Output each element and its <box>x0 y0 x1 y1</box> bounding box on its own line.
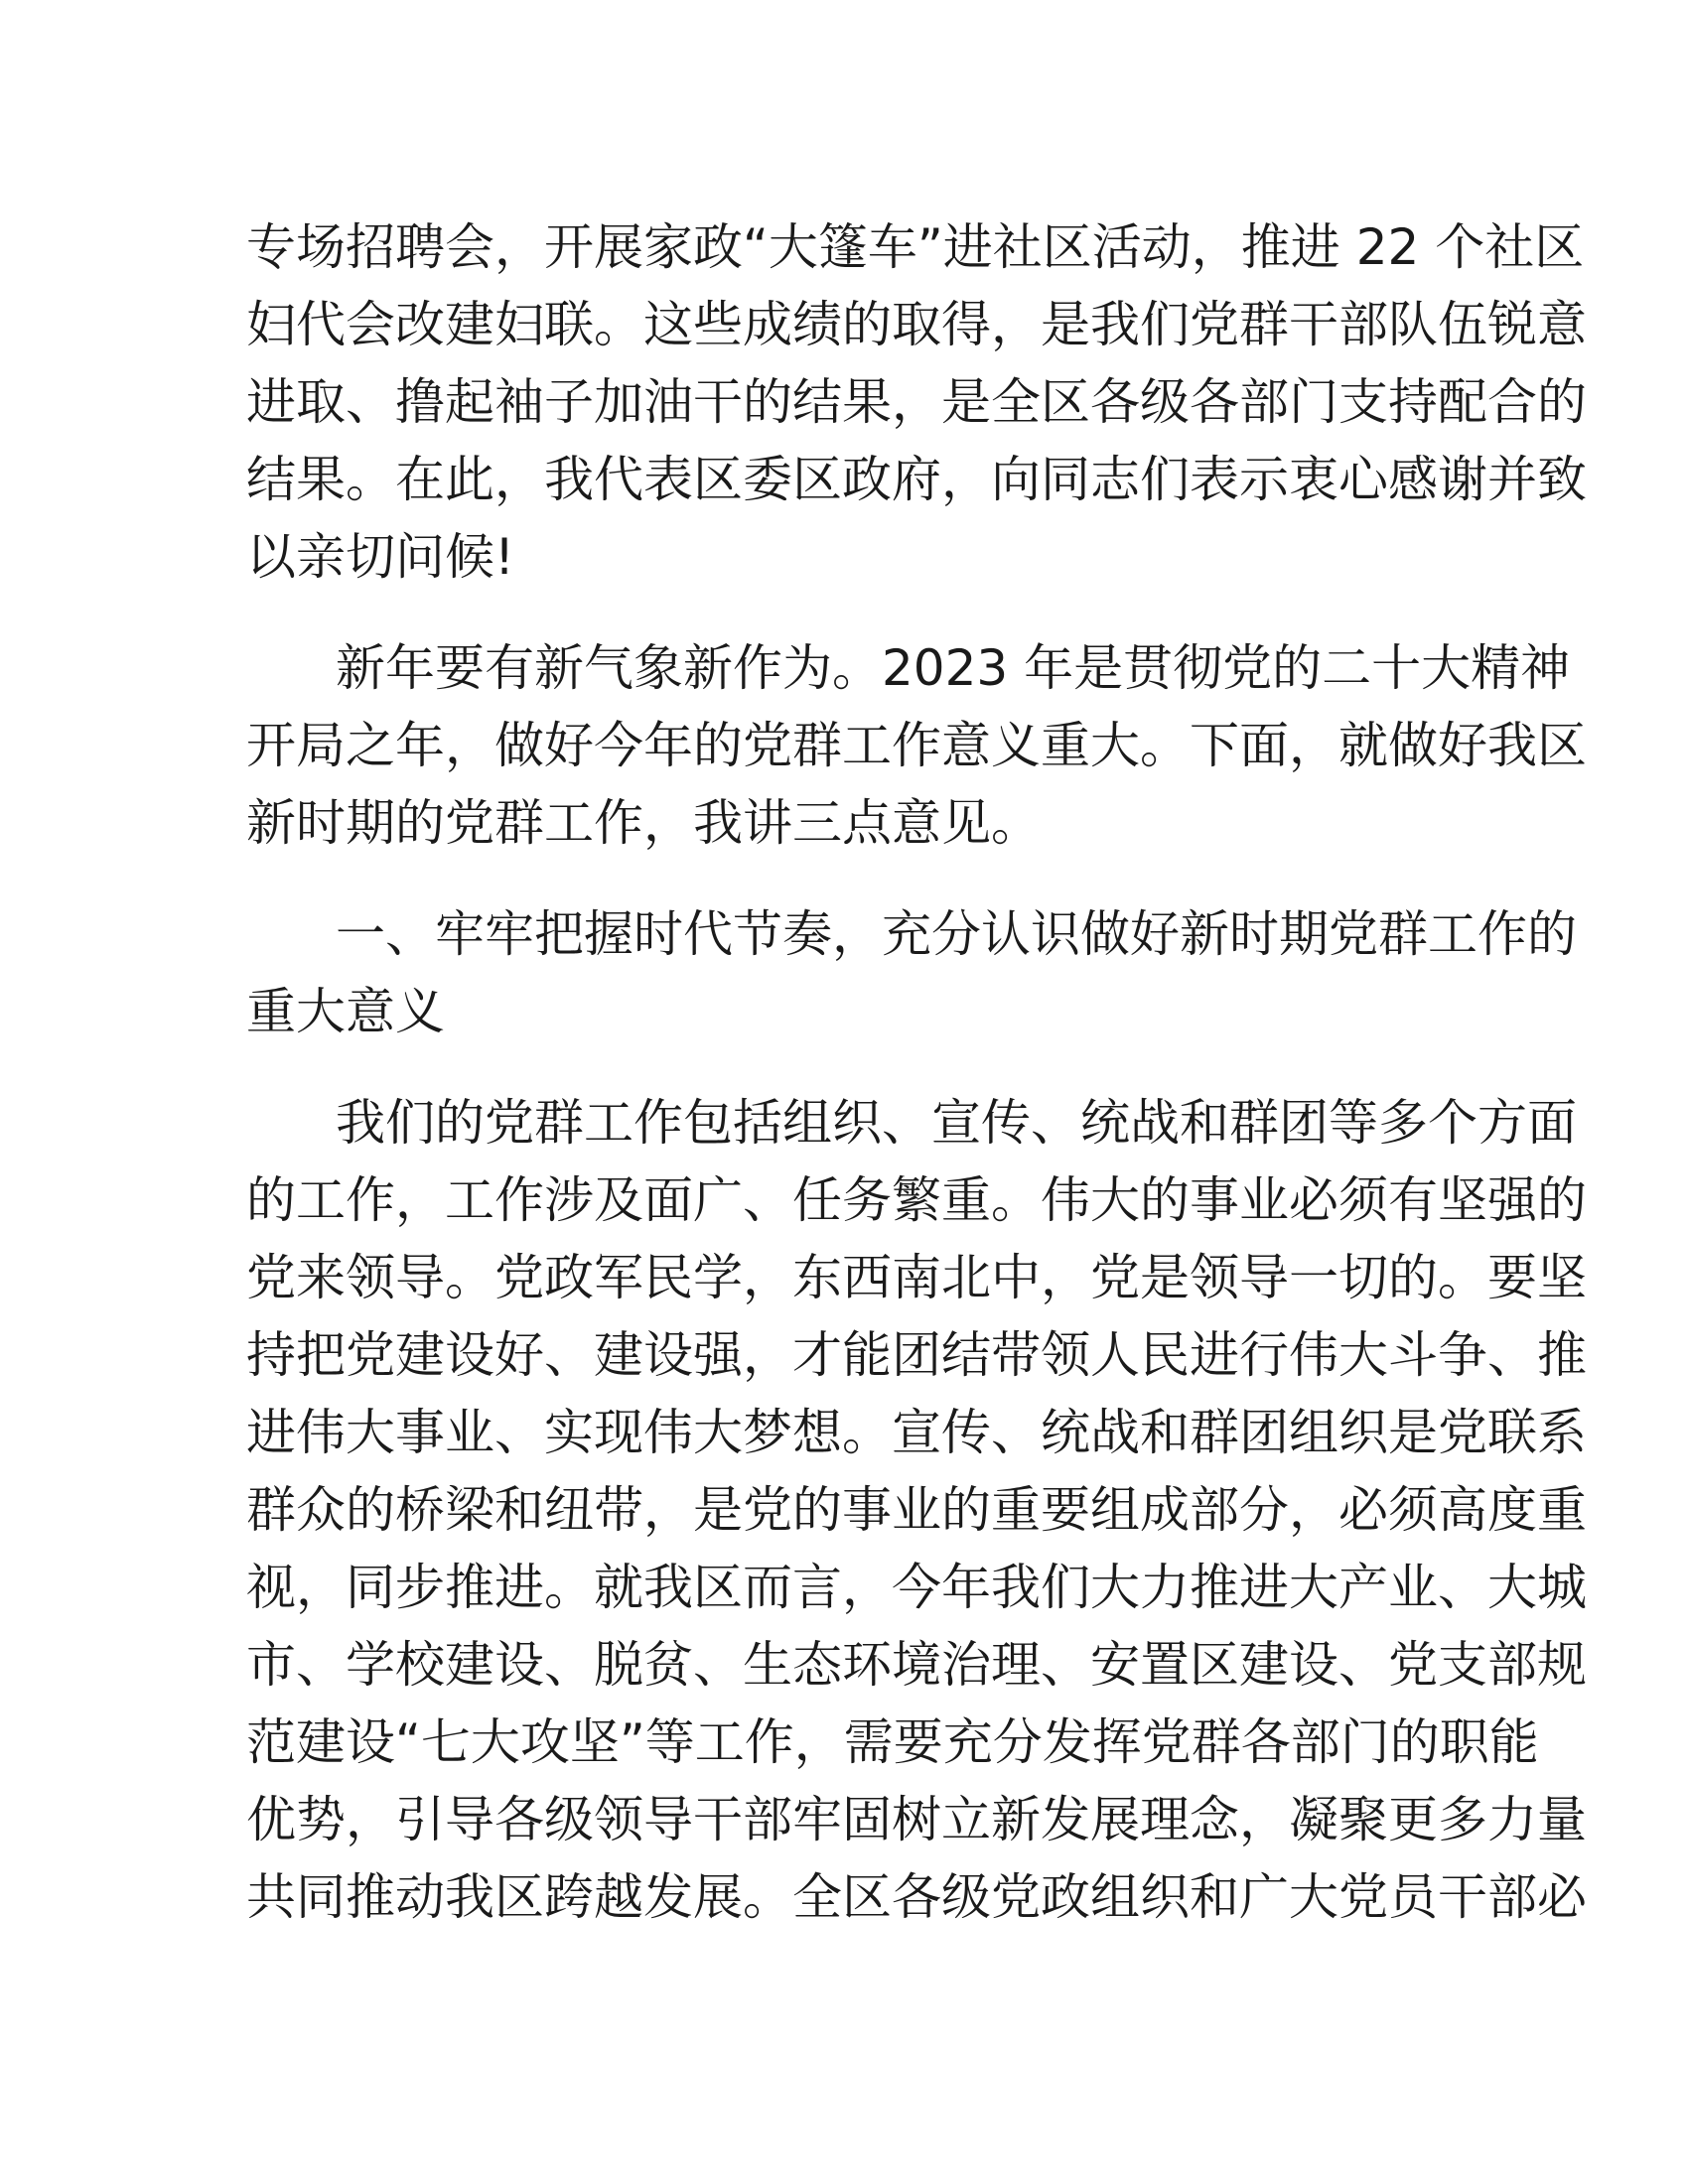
text-line: 重大意义 <box>246 983 445 1040</box>
text-line: 的工作，工作涉及面广、任务繁重。伟大的事业必须有坚强的 <box>246 1171 1587 1229</box>
text-line: 进伟大事业、实现伟大梦想。宣传、统战和群团组织是党联系 <box>246 1404 1587 1461</box>
paragraph-achievements <box>246 208 1587 596</box>
text-line: 新年要有新气象新作为。2023 年是贯彻党的二十大精神 <box>336 639 1571 697</box>
paragraph-party-work <box>246 1084 1587 1936</box>
text-line: 以亲切问候! <box>246 528 515 586</box>
text-line: 优势，引导各级领导干部牢固树立新发展理念，凝聚更多力量 <box>246 1791 1587 1848</box>
text-line: 进取、撸起袖子加油干的结果，是全区各级各部门支持配合的 <box>246 373 1587 431</box>
paragraph-new-year <box>246 629 1587 862</box>
text-line: 我们的党群工作包括组织、宣传、统战和群团等多个方面 <box>336 1094 1577 1152</box>
text-line: 市、学校建设、脱贫、生态环境治理、安置区建设、党支部规 <box>246 1636 1587 1694</box>
text-line: 共同推动我区跨越发展。全区各级党政组织和广大党员干部必 <box>246 1868 1587 1926</box>
text-line: 开局之年，做好今年的党群工作意义重大。下面，就做好我区 <box>246 717 1587 774</box>
text-line: 持把党建设好、建设强，才能团结带领人民进行伟大斗争、推 <box>246 1326 1587 1384</box>
text-line: 一、牢牢把握时代节奏，充分认识做好新时期党群工作的 <box>336 905 1577 963</box>
text-line: 专场招聘会，开展家政“大篷车”进社区活动，推进 22 个社区 <box>246 218 1585 276</box>
document-body <box>246 208 1587 1936</box>
section-heading-one <box>246 895 1577 1050</box>
text-line: 党来领导。党政军民学，东西南北中，党是领导一切的。要坚 <box>246 1249 1587 1306</box>
text-line: 视，同步推进。就我区而言，今年我们大力推进大产业、大城 <box>246 1559 1587 1616</box>
text-line: 新时期的党群工作，我讲三点意见。 <box>246 794 1041 852</box>
text-line: 妇代会改建妇联。这些成绩的取得，是我们党群干部队伍锐意 <box>246 296 1587 353</box>
text-line: 结果。在此，我代表区委区政府，向同志们表示衷心感谢并致 <box>246 451 1587 508</box>
text-line: 群众的桥梁和纽带，是党的事业的重要组成部分，必须高度重 <box>246 1481 1587 1539</box>
text-line: 范建设“七大攻坚”等工作，需要充分发挥党群各部门的职能 <box>246 1713 1539 1771</box>
